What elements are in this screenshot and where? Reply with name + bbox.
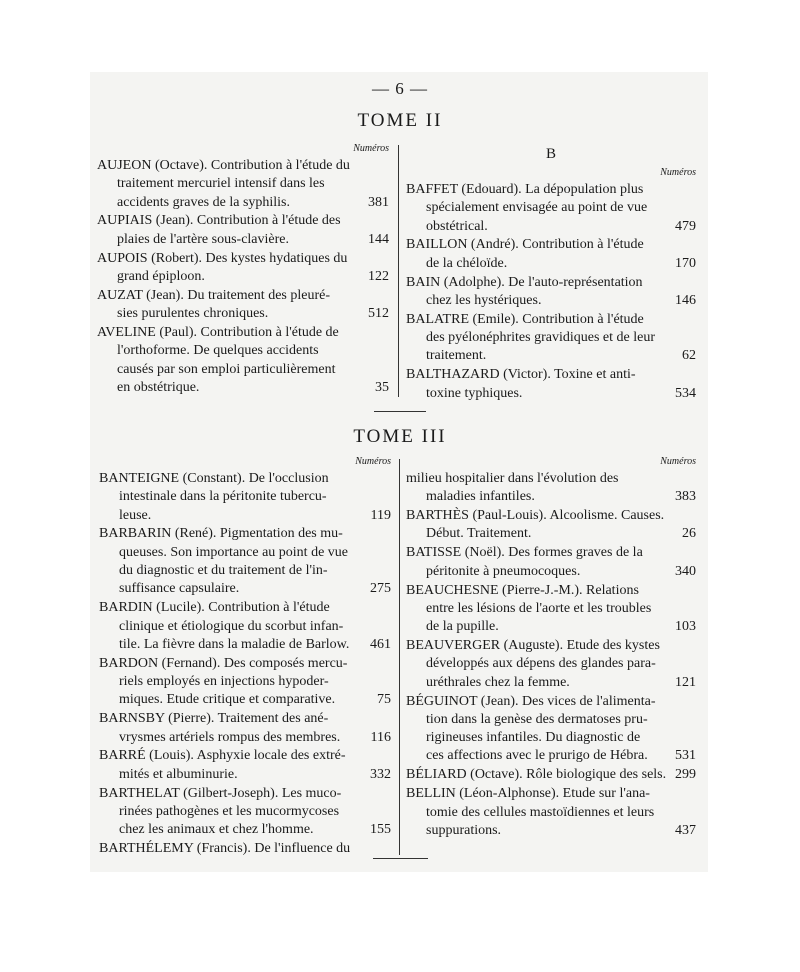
index-entry bbox=[99, 747, 391, 784]
entry-number: 144 bbox=[368, 231, 389, 247]
entry-line: AUPOIS (Robert). Des kystes hydatiques du bbox=[97, 250, 348, 266]
entry-line: traitement. bbox=[426, 348, 487, 364]
entry-line: l'orthoforme. De quelques accidents bbox=[117, 343, 319, 359]
entry-line: AUJEON (Octave). Contribution à l'étude du bbox=[97, 158, 350, 173]
entry-line: du diagnostic et du traitement de l'in- bbox=[119, 563, 328, 579]
index-entry bbox=[97, 250, 389, 287]
entry-number: 381 bbox=[368, 194, 389, 210]
entry-line: développés aux dépens des glandes para- bbox=[426, 656, 656, 672]
entry-line: BEAUCHESNE (Pierre-J.-M.). Relations bbox=[406, 582, 639, 598]
entry-line: traitement mercuriel intensif dans les bbox=[117, 176, 325, 192]
tome-ii-right-column bbox=[406, 146, 696, 404]
entry-line: toxine typhiques. bbox=[426, 385, 523, 401]
numeros-label: Numéros bbox=[660, 456, 696, 467]
index-entry bbox=[99, 710, 391, 747]
numeros-label: Numéros bbox=[353, 143, 389, 154]
tome-iii-right-column bbox=[406, 456, 696, 841]
entry-line: BAFFET (Edouard). La dépopulation plus bbox=[406, 182, 644, 197]
entry-number: 534 bbox=[675, 385, 696, 401]
entry-line: grand épiploon. bbox=[117, 268, 205, 284]
entry-line: BELLIN (Léon-Alphonse). Etude sur l'ana- bbox=[406, 786, 650, 802]
entry-line: mités et albuminurie. bbox=[119, 766, 238, 782]
entry-line: Début. Traitement. bbox=[426, 526, 532, 542]
entry-line: vrysmes artériels rompus des membres. bbox=[119, 729, 341, 745]
entry-line: riels employés en injections hypoder- bbox=[119, 674, 329, 690]
entry-list bbox=[406, 181, 696, 403]
entry-line: de la pupille. bbox=[426, 619, 499, 635]
index-entry bbox=[406, 766, 696, 784]
entry-line: ces affections avec le prurigo de Hébra. bbox=[426, 748, 648, 764]
index-entry bbox=[406, 582, 696, 637]
entry-list bbox=[406, 470, 696, 840]
entry-line: des pyélonéphrites gravidiques et de leur bbox=[426, 330, 655, 346]
entry-line: accidents graves de la syphilis. bbox=[117, 194, 291, 210]
entry-number: 479 bbox=[675, 218, 696, 234]
entry-line: tomie des cellules mastoïdiennes et leurs bbox=[426, 804, 655, 820]
entry-line: BAIN (Adolphe). De l'auto-représentation bbox=[406, 274, 643, 290]
numeros-label: Numéros bbox=[355, 456, 391, 467]
entry-number: 383 bbox=[675, 489, 696, 505]
index-entry bbox=[406, 637, 696, 692]
entry-line: sies purulentes chroniques. bbox=[117, 306, 269, 322]
entry-line: AVELINE (Paul). Contribution à l'étude de bbox=[97, 325, 339, 341]
entry-line: miques. Etude critique et comparative. bbox=[119, 692, 336, 708]
column-divider bbox=[398, 145, 399, 397]
section-divider bbox=[374, 411, 426, 412]
entry-number: 299 bbox=[675, 767, 696, 783]
entry-line: obstétrical. bbox=[426, 218, 488, 234]
entry-line: BANTEIGNE (Constant). De l'occlusion bbox=[99, 471, 329, 486]
entry-number: 26 bbox=[682, 526, 696, 542]
entry-line: chez les hystériques. bbox=[426, 292, 542, 308]
entry-line: plaies de l'artère sous-clavière. bbox=[117, 231, 289, 247]
entry-line: maladies infantiles. bbox=[426, 489, 535, 505]
entry-number: 116 bbox=[370, 729, 391, 745]
index-entry bbox=[97, 324, 389, 397]
entry-line: tile. La fièvre dans la maladie de Barlow. bbox=[119, 636, 350, 652]
entry-number: 275 bbox=[370, 581, 391, 597]
column-divider bbox=[399, 459, 400, 855]
entry-line: causés par son emploi particulièrement bbox=[117, 361, 336, 377]
entry-line: BARDIN (Lucile). Contribution à l'étude bbox=[99, 600, 330, 616]
entry-line: rigineuses infantiles. Du diagnostic de bbox=[426, 730, 641, 746]
entry-number: 75 bbox=[377, 692, 391, 708]
entry-number: 155 bbox=[370, 822, 391, 838]
entry-line: BALATRE (Emile). Contribution à l'étude bbox=[406, 311, 644, 327]
index-entry bbox=[406, 544, 696, 581]
entry-number: 122 bbox=[368, 268, 389, 284]
entry-line: leuse. bbox=[119, 507, 152, 523]
entry-number: 103 bbox=[675, 619, 696, 635]
entry-line: entre les lésions de l'aorte et les troubles bbox=[426, 600, 652, 616]
index-entry bbox=[406, 311, 696, 366]
entry-line: BARNSBY (Pierre). Traitement des ané- bbox=[99, 711, 329, 727]
entry-line: tion dans la genèse des dermatoses pru- bbox=[426, 711, 648, 727]
entry-number: 531 bbox=[675, 748, 696, 764]
entry-line: AUPIAIS (Jean). Contribution à l'étude des bbox=[97, 213, 341, 229]
tome-iii-title: TOME III bbox=[353, 426, 447, 447]
entry-line: suffisance capsulaire. bbox=[119, 581, 240, 597]
entry-line: uréthrales chez la femme. bbox=[426, 674, 570, 690]
index-entry bbox=[406, 693, 696, 766]
entry-line: milieu hospitalier dans l'évolution des bbox=[406, 471, 619, 486]
index-entry bbox=[406, 507, 696, 544]
entry-number: 461 bbox=[370, 636, 391, 652]
index-entry bbox=[406, 366, 696, 403]
entry-number: 146 bbox=[675, 292, 696, 308]
entry-line: BARDON (Fernand). Des composés mercu- bbox=[99, 655, 348, 671]
index-entry bbox=[99, 470, 391, 525]
entry-line: péritonite à pneumocoques. bbox=[426, 563, 581, 579]
index-entry bbox=[99, 599, 391, 654]
tome-ii-left-column bbox=[97, 143, 389, 398]
entry-number: 62 bbox=[682, 348, 696, 364]
entry-line: BARTHELAT (Gilbert-Joseph). Les muco- bbox=[99, 785, 342, 801]
index-entry bbox=[97, 212, 389, 249]
entry-number: 332 bbox=[370, 766, 391, 782]
entry-number: 119 bbox=[370, 507, 391, 523]
entry-line: BEAUVERGER (Auguste). Etude des kystes bbox=[406, 638, 660, 654]
index-entry bbox=[97, 157, 389, 212]
index-entry bbox=[99, 840, 391, 858]
entry-line: BÉGUINOT (Jean). Des vices de l'alimenta- bbox=[406, 693, 656, 709]
index-entry bbox=[406, 181, 696, 236]
entry-line: BATISSE (Noël). Des formes graves de la bbox=[406, 545, 643, 561]
entry-line: BALTHAZARD (Victor). Toxine et anti- bbox=[406, 367, 636, 383]
index-entry bbox=[97, 287, 389, 324]
entry-number: 437 bbox=[675, 822, 696, 838]
entry-line: queuses. Son importance au point de vue bbox=[119, 544, 349, 560]
entry-line: spécialement envisagée au point de vue bbox=[426, 200, 648, 216]
entry-line: intestinale dans la péritonite tubercu- bbox=[119, 489, 327, 505]
entry-number: 340 bbox=[675, 563, 696, 579]
index-entry bbox=[99, 525, 391, 598]
entry-line: chez les animaux et chez l'homme. bbox=[119, 822, 314, 838]
entry-list bbox=[99, 470, 391, 858]
entry-line: BAILLON (André). Contribution à l'étude bbox=[406, 237, 644, 253]
index-entry bbox=[99, 785, 391, 840]
bottom-divider bbox=[373, 858, 428, 859]
entry-line: BARBARIN (René). Pigmentation des mu- bbox=[99, 526, 343, 542]
entry-line: BARTHÉLEMY (Francis). De l'influence du bbox=[99, 841, 351, 857]
index-entry bbox=[406, 785, 696, 840]
entry-line: suppurations. bbox=[426, 822, 502, 838]
entry-list bbox=[97, 157, 389, 397]
page-number: — 6 — bbox=[372, 79, 428, 98]
entry-line: rinées pathogènes et les mucormycoses bbox=[119, 803, 340, 819]
entry-line: BARTHÈS (Paul-Louis). Alcoolisme. Causes. bbox=[406, 508, 665, 524]
index-entry bbox=[406, 236, 696, 273]
entry-line: AUZAT (Jean). Du traitement des pleuré- bbox=[97, 287, 330, 303]
index-entry bbox=[99, 655, 391, 710]
entry-number: 170 bbox=[675, 255, 696, 271]
index-entry bbox=[406, 470, 696, 507]
entry-line: clinique et étiologique du scorbut infan- bbox=[119, 618, 344, 634]
entry-line: de la chéloïde. bbox=[426, 255, 508, 271]
section-letter-b: B bbox=[545, 146, 556, 162]
entry-line: BÉLIARD (Octave). Rôle biologique des sels. bbox=[406, 767, 667, 783]
index-entry bbox=[406, 274, 696, 311]
entry-number: 35 bbox=[375, 379, 389, 395]
numeros-label: Numéros bbox=[660, 167, 696, 178]
entry-line: BARRÉ (Louis). Asphyxie locale des extré- bbox=[99, 748, 346, 764]
tome-ii-title: TOME II bbox=[357, 110, 443, 131]
entry-number: 121 bbox=[675, 674, 696, 690]
entry-number: 512 bbox=[368, 306, 389, 322]
entry-line: en obstétrique. bbox=[117, 379, 200, 395]
tome-iii-left-column bbox=[99, 456, 391, 859]
